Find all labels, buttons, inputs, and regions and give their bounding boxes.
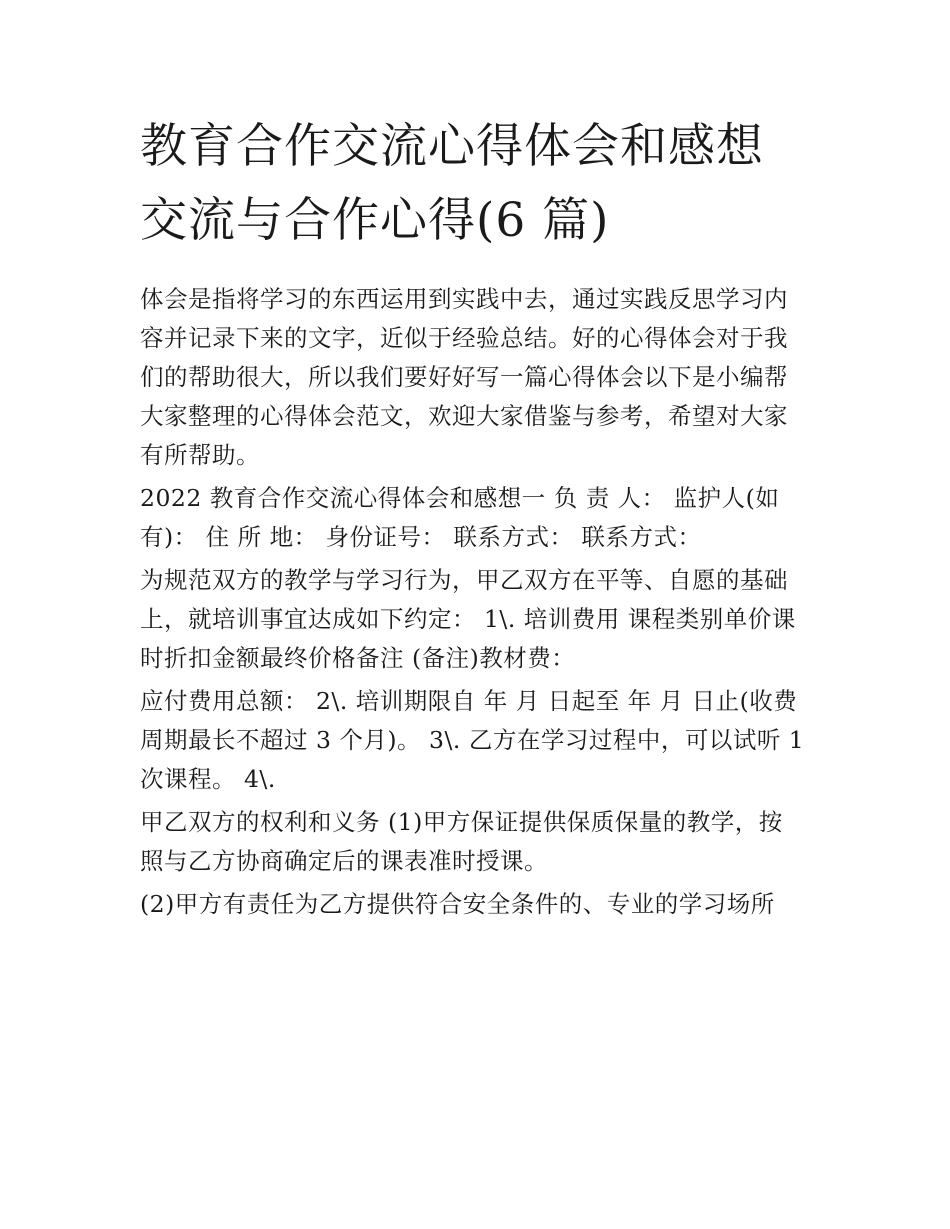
title-line: 交流与合作心得(6 篇) — [140, 193, 610, 248]
contract-header-paragraph — [140, 479, 820, 557]
text-line: 照与乙方协商确定后的课表准时授课。 — [140, 847, 548, 875]
obligation-paragraph — [140, 885, 820, 924]
text-line: 应付费用总额： 2\. 培训期限自 年 月 日起至 年 月 日止(收费 — [140, 687, 798, 715]
document-page — [140, 110, 820, 928]
text-line: 有)： 住 所 地： 身份证号： 联系方式： 联系方式： — [140, 523, 702, 551]
text-line: 2022 教育合作交流心得体会和感想一 负 责 人： 监护人(如 — [140, 484, 780, 512]
document-title — [140, 110, 820, 258]
agreement-paragraph — [140, 561, 820, 678]
text-line: 周期最长不超过 3 个月)。 3\. 乙方在学习过程中，可以试听 1 — [140, 726, 805, 754]
text-line: 为规范双方的教学与学习行为，甲乙双方在平等、自愿的基础 — [140, 566, 788, 594]
text-line: 有所帮助。 — [140, 441, 260, 469]
text-line: 甲乙双方的权利和义务 (1)甲方保证提供保质保量的教学，按 — [140, 808, 783, 836]
text-line: 体会是指将学习的东西运用到实践中去，通过实践反思学习内 — [140, 285, 788, 313]
intro-paragraph — [140, 280, 820, 475]
text-line: 次课程。 4\. — [140, 765, 276, 793]
title-line: 教育合作交流心得体会和感想 — [140, 119, 764, 174]
text-line: 大家整理的心得体会范文，欢迎大家借鉴与参考，希望对大家 — [140, 402, 788, 430]
rights-paragraph — [140, 803, 820, 881]
text-line: 容并记录下来的文字，近似于经验总结。好的心得体会对于我 — [140, 324, 788, 352]
text-line: 时折扣金额最终价格备注 (备注)教材费： — [140, 644, 576, 672]
fee-period-paragraph — [140, 682, 820, 799]
text-line: (2)甲方有责任为乙方提供符合安全条件的、专业的学习场所 — [140, 890, 775, 918]
text-line: 们的帮助很大，所以我们要好好写一篇心得体会以下是小编帮 — [140, 363, 788, 391]
text-line: 上，就培训事宜达成如下约定： 1\. 培训费用 课程类别单价课 — [140, 605, 796, 633]
